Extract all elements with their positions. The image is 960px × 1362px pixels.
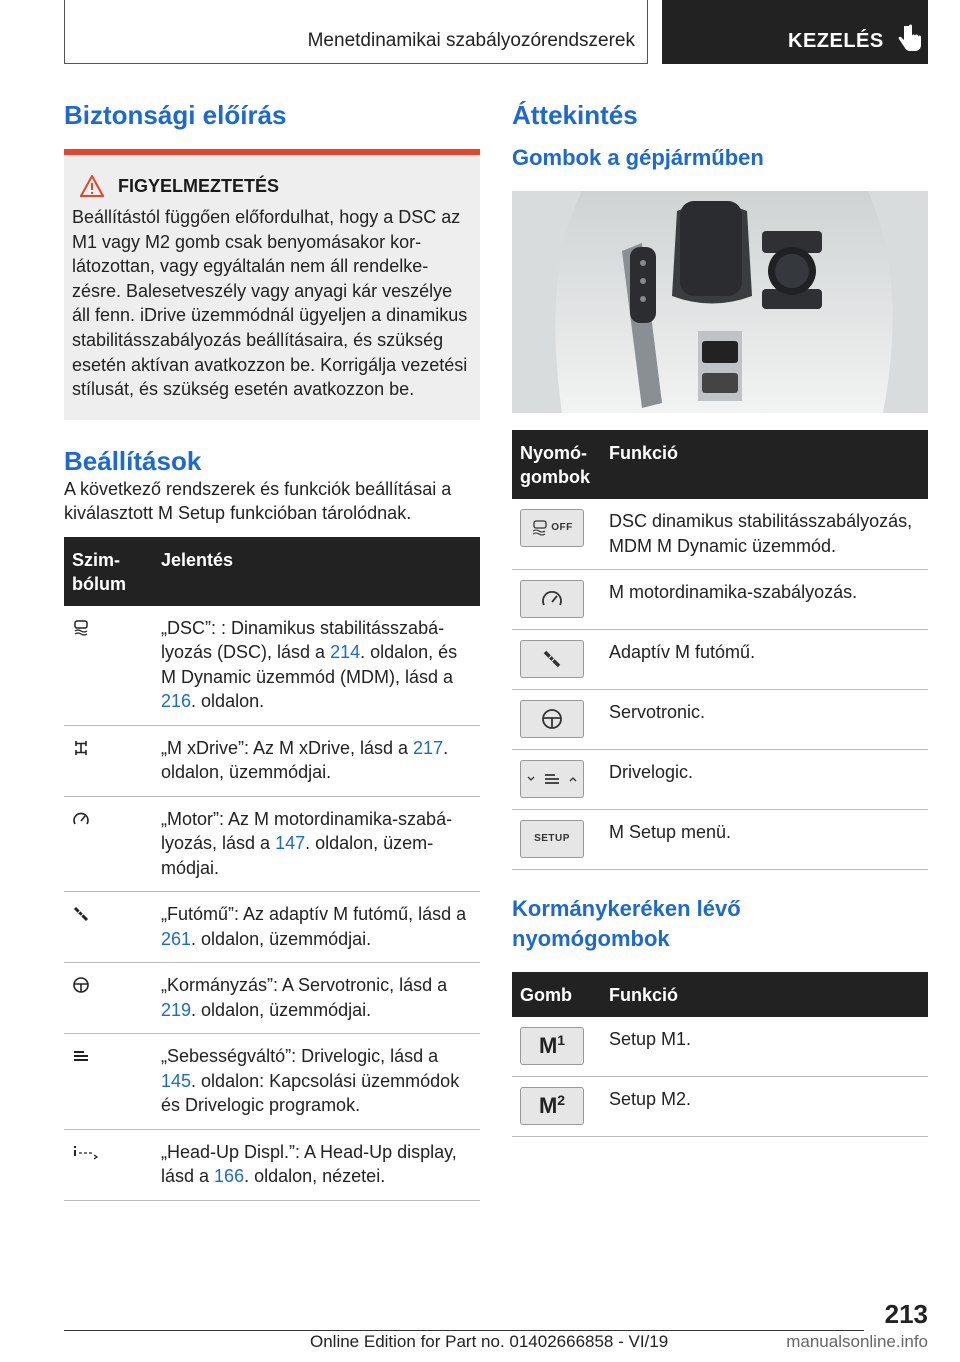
page-number: 213 xyxy=(884,1299,928,1329)
left-column xyxy=(64,100,480,1201)
footer-divider xyxy=(64,1330,864,1331)
page-link[interactable]: 214 xyxy=(330,642,361,663)
dsc-off-button-icon: OFF xyxy=(520,509,584,547)
steering-wheel-icon xyxy=(72,976,90,994)
m2-button-icon: M 2 xyxy=(520,1087,584,1125)
xdrive-icon xyxy=(72,739,90,757)
wheel-buttons-table xyxy=(512,972,928,1137)
warning-text: Beállítástól függően előfordulhat, hogy a DSC az M1 vagy M2 gomb csak benyomásakor korlátozottan, vagy egyáltalán nem áll rendelkezésre. Balesetveszély vagy anyagi kár veszélye áll fenn. iDrive üzemmódnál ügyeljen a dinamikus stabilitásszabályozás beállításaira, és szükség esetén aktívan avatkozzon be. Korrigálja vezetési stílusát, és szükség esetén avatkozzon be. xyxy=(72,207,468,400)
warning-title: FIGYELMEZTETÉS xyxy=(80,175,470,197)
warning-triangle-icon xyxy=(80,175,104,197)
table-row: „Sebességváltó”: Drivelogic, lásd a 145. oldalon: Kapcsolási üzemmódok és Drivelogic programok. xyxy=(64,1034,480,1130)
setup-button-icon: SETUP xyxy=(520,820,584,858)
settings-heading: Beállítások xyxy=(64,445,202,476)
wheel-buttons-heading: Kormánykeréken lévő nyomógombok xyxy=(512,896,741,951)
page-link[interactable]: 145 xyxy=(161,1070,192,1091)
right-column xyxy=(512,100,928,1137)
page-link[interactable]: 217 xyxy=(413,737,444,758)
table-row: „Motor”: Az M motordinamika-szabályozás, lásd a 147. oldalon, üzemmódjai. xyxy=(64,796,480,892)
table-header: Szimbólum Jelentés xyxy=(64,537,480,606)
section-header xyxy=(64,0,648,64)
safety-heading: Biztonsági előírás xyxy=(64,100,287,130)
table-header: Gomb Funkció xyxy=(512,972,928,1017)
warning-box xyxy=(64,149,480,420)
section-title: Menetdinamikai szabályozórendszerek xyxy=(307,30,635,51)
drivelogic-button-icon xyxy=(520,760,584,798)
settings-intro: A következő rendszerek és funkciók beállításai a kiválasztott M Setup funkcióban tárolódnak. xyxy=(64,478,452,523)
engine-gauge-icon xyxy=(72,810,90,828)
servotronic-button-icon xyxy=(520,700,584,738)
settings-table xyxy=(64,537,480,1201)
chapter-title: KEZELÉS xyxy=(788,30,884,52)
page-link[interactable]: 219 xyxy=(161,999,192,1020)
table-row: „M xDrive”: Az M xDrive, lásd a 217. oldalon, üzemmódjai. xyxy=(64,725,480,796)
engine-gauge-button-icon xyxy=(520,580,584,618)
page-header xyxy=(64,0,928,64)
page-link[interactable]: 261 xyxy=(161,928,192,949)
table-header: Nyomógombok Funkció xyxy=(512,430,928,499)
table-row: M 1 Setup M1. xyxy=(512,1017,928,1077)
footer-watermark: manualsonline.info xyxy=(786,1332,928,1351)
pointing-hand-icon xyxy=(898,24,924,56)
suspension-button-icon xyxy=(520,640,584,678)
dsc-icon xyxy=(72,619,90,637)
buttons-heading: Gombok a gépjárműben xyxy=(512,145,764,170)
head-up-display-icon xyxy=(72,1143,102,1161)
table-row: M 2 Setup M2. xyxy=(512,1077,928,1137)
table-row: M motordinamika-szabályozás. xyxy=(512,570,928,630)
table-row: „Kormányzás”: A Servotronic, lásd a 219. oldalon, üzemmódjai. xyxy=(64,963,480,1034)
table-row: Drivelogic. xyxy=(512,750,928,810)
table-row: OFF DSC dinamikus stabilitásszabályozás, MDM M Dynamic üzemmód. xyxy=(512,499,928,570)
drivelogic-icon xyxy=(72,1047,90,1065)
page-link[interactable]: 147 xyxy=(275,833,306,854)
footer-edition: Online Edition for Part no. 01402666858 - VI/19 xyxy=(310,1332,669,1351)
buttons-table xyxy=(512,430,928,870)
table-row: SETUP M Setup menü. xyxy=(512,810,928,870)
center-console-photo xyxy=(512,191,928,413)
table-row: „DSC”: : Dinamikus stabilitásszabályozás (DSC), lásd a 214. oldalon, és M Dynamic üzemmód (MDM), lásd a 216. oldalon. xyxy=(64,606,480,726)
chapter-header xyxy=(662,0,928,64)
table-row: Adaptív M futómű. xyxy=(512,630,928,690)
page-link[interactable]: 166 xyxy=(214,1166,245,1187)
m1-button-icon: M 1 xyxy=(520,1027,584,1065)
table-row: „Head-Up Displ.”: A Head-Up display, lásd a 166. oldalon, nézetei. xyxy=(64,1129,480,1200)
table-row: „Futómű”: Az adaptív M futómű, lásd a 261. oldalon, üzemmódjai. xyxy=(64,892,480,963)
table-row: Servotronic. xyxy=(512,690,928,750)
overview-heading: Áttekintés xyxy=(512,100,638,130)
suspension-icon xyxy=(72,905,90,923)
page-link[interactable]: 216 xyxy=(161,691,192,712)
